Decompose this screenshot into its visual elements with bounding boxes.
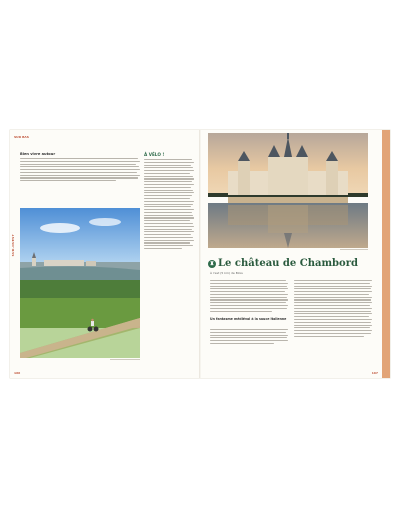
page-number-right: 167	[371, 371, 378, 375]
article-column-2	[294, 280, 372, 338]
cycling-box-heading: À VÉLO !	[144, 152, 165, 157]
article-column-1b	[210, 329, 288, 346]
cycling-box	[144, 152, 194, 251]
section-tab: SUD BAS	[14, 135, 29, 139]
left-page	[10, 130, 200, 378]
chambord-photo	[208, 133, 368, 248]
intro-text	[20, 158, 140, 183]
article-column-1	[210, 280, 288, 313]
article-title	[208, 258, 358, 269]
right-page	[200, 130, 390, 378]
loire-landscape-image	[20, 208, 140, 358]
side-label: SUD-OUEST	[11, 234, 15, 257]
section-heading: Bien vivre autour	[20, 152, 56, 156]
location-subtitle: À l'est (5 km) de Blois	[210, 271, 243, 275]
edge-color-tab	[382, 130, 390, 378]
photo-caption-right	[340, 249, 368, 250]
loire-river-photo	[20, 208, 140, 358]
section-subheading: Un fantasme médiéval à la sauce italienne	[210, 317, 287, 321]
page-number-left: 166	[14, 371, 21, 375]
book-spread	[10, 130, 390, 378]
article-title-text: Le château de Chambord	[218, 258, 358, 269]
chambord-castle-image	[208, 133, 368, 248]
castle-icon: ♜	[209, 261, 215, 267]
photo-caption-left	[110, 359, 140, 360]
